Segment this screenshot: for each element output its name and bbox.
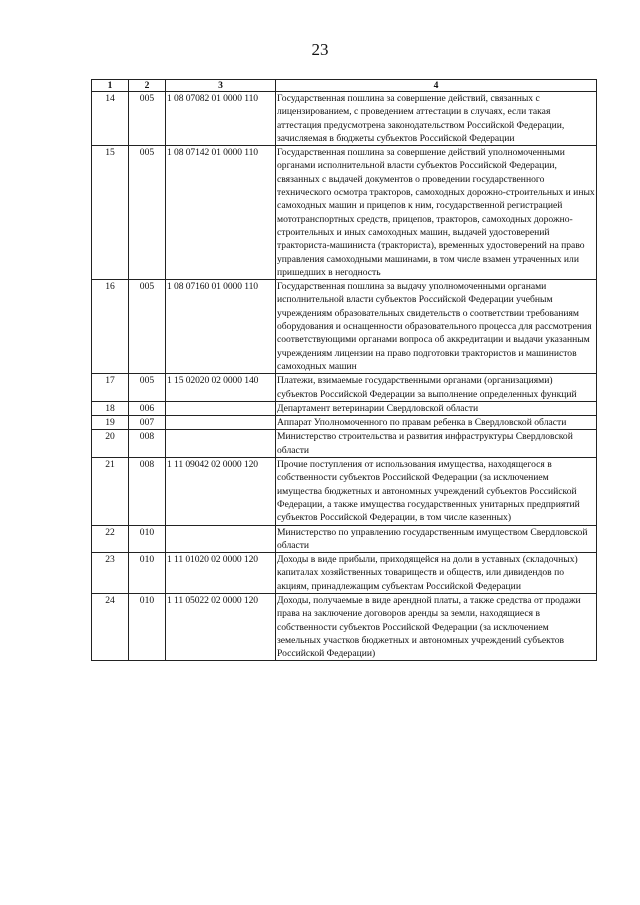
admin-code-cell: 007	[129, 416, 166, 430]
admin-code-cell: 005	[129, 374, 166, 402]
budget-code-cell: 1 11 01020 02 0000 120	[166, 553, 276, 594]
revenue-name-cell: Доходы, получаемые в виде арендной платы, а также средства от продажи права на заключение договоров аренды за земли, находящиеся в собственности субъектов Российской Федерации (за исключением земельных участков бюджетных и автономных учреждений субъектов Российской Федерации)	[276, 593, 597, 660]
budget-code-cell: 1 15 02020 02 0000 140	[166, 374, 276, 402]
row-number-cell: 23	[92, 553, 129, 594]
row-number-cell: 17	[92, 374, 129, 402]
table-row	[92, 374, 597, 402]
budget-code-cell	[166, 525, 276, 553]
admin-code-cell: 010	[129, 593, 166, 660]
table-row	[92, 92, 597, 146]
revenue-name-cell: Государственная пошлина за выдачу уполномоченными органами исполнительной власти субъектов Российской Федерации учебным учреждениям образовательных свидетельств о соответствии требованиям оборудования и оснащенности образовательного процесса для рассмотрения соответствующими органами вопроса об аккредитации и выдачи указанным учреждениям лицензии на право подготовки трактористов и машинистов самоходных машин	[276, 280, 597, 374]
column-header: 1	[92, 80, 129, 92]
column-header: 4	[276, 80, 597, 92]
column-header: 2	[129, 80, 166, 92]
revenue-table	[91, 79, 597, 661]
page-number: 23	[311, 40, 329, 59]
revenue-name-cell: Аппарат Уполномоченного по правам ребенка в Свердловской области	[276, 416, 597, 430]
row-number-cell: 19	[92, 416, 129, 430]
budget-code-cell: 1 08 07142 01 0000 110	[166, 146, 276, 280]
budget-code-cell	[166, 430, 276, 458]
revenue-name-cell: Прочие поступления от использования имущества, находящегося в собственности субъектов Российской Федерации (за исключением имущества бюджетных и автономных учреждений субъектов Российской Федерации, а также имущества государственных унитарных предприятий субъектов Российской Федерации, в том числе казенных)	[276, 458, 597, 525]
revenue-name-cell: Департамент ветеринарии Свердловской области	[276, 401, 597, 415]
revenue-name-cell: Министерство строительства и развития инфраструктуры Свердловской области	[276, 430, 597, 458]
admin-code-cell: 006	[129, 401, 166, 415]
budget-code-cell: 1 08 07160 01 0000 110	[166, 280, 276, 374]
admin-code-cell: 005	[129, 146, 166, 280]
row-number-cell: 20	[92, 430, 129, 458]
table-row	[92, 525, 597, 553]
table-row	[92, 401, 597, 415]
budget-code-cell	[166, 401, 276, 415]
admin-code-cell: 010	[129, 553, 166, 594]
admin-code-cell: 008	[129, 430, 166, 458]
table-row	[92, 416, 597, 430]
revenue-name-cell: Доходы в виде прибыли, приходящейся на доли в уставных (складочных) капиталах хозяйственных товариществ и обществ, или дивидендов по акциям, принадлежащим субъектам Российской Федерации	[276, 553, 597, 594]
table-row	[92, 280, 597, 374]
revenue-name-cell: Платежи, взимаемые государственными органами (организациями) субъектов Российской Федерации за выполнение определенных функций	[276, 374, 597, 402]
row-number-cell: 21	[92, 458, 129, 525]
row-number-cell: 15	[92, 146, 129, 280]
budget-code-cell: 1 11 05022 02 0000 120	[166, 593, 276, 660]
table-row	[92, 146, 597, 280]
row-number-cell: 14	[92, 92, 129, 146]
table-row	[92, 430, 597, 458]
row-number-cell: 24	[92, 593, 129, 660]
row-number-cell: 22	[92, 525, 129, 553]
budget-code-cell	[166, 416, 276, 430]
admin-code-cell: 005	[129, 280, 166, 374]
row-number-cell: 16	[92, 280, 129, 374]
admin-code-cell: 010	[129, 525, 166, 553]
admin-code-cell: 005	[129, 92, 166, 146]
budget-code-cell: 1 11 09042 02 0000 120	[166, 458, 276, 525]
revenue-name-cell: Государственная пошлина за совершение действий уполномоченными органами исполнительной власти субъектов Российской Федерации, связанных с выдачей документов о проведении государственного технического осмотра тракторов, самоходных дорожно-строительных и иных самоходных машин и прицепов к ним, государственной регистрацией мототранспортных средств, прицепов, тракторов, самоходных дорожно-строительных и иных самоходных машин, выдачей удостоверений тракториста-машиниста (тракториста), временных удостоверений на право управления самоходными машинами, в том числе взамен утраченных или пришедших в негодность	[277, 147, 595, 278]
column-header: 3	[166, 80, 276, 92]
row-number-cell: 18	[92, 401, 129, 415]
revenue-name-cell: Государственная пошлина за совершение действий, связанных с лицензированием, с проведением аттестации в случаях, если такая аттестация предусмотрена законодательством Российской Федерации, зачисляемая в бюджеты субъектов Российской Федерации	[276, 92, 597, 146]
budget-code-cell: 1 08 07082 01 0000 110	[166, 92, 276, 146]
table-row	[92, 458, 597, 525]
admin-code-cell: 008	[129, 458, 166, 525]
revenue-name-cell: Министерство по управлению государственным имуществом Свердловской области	[276, 525, 597, 553]
table-row	[92, 553, 597, 594]
table-header-row	[92, 80, 597, 92]
table-row	[92, 593, 597, 660]
